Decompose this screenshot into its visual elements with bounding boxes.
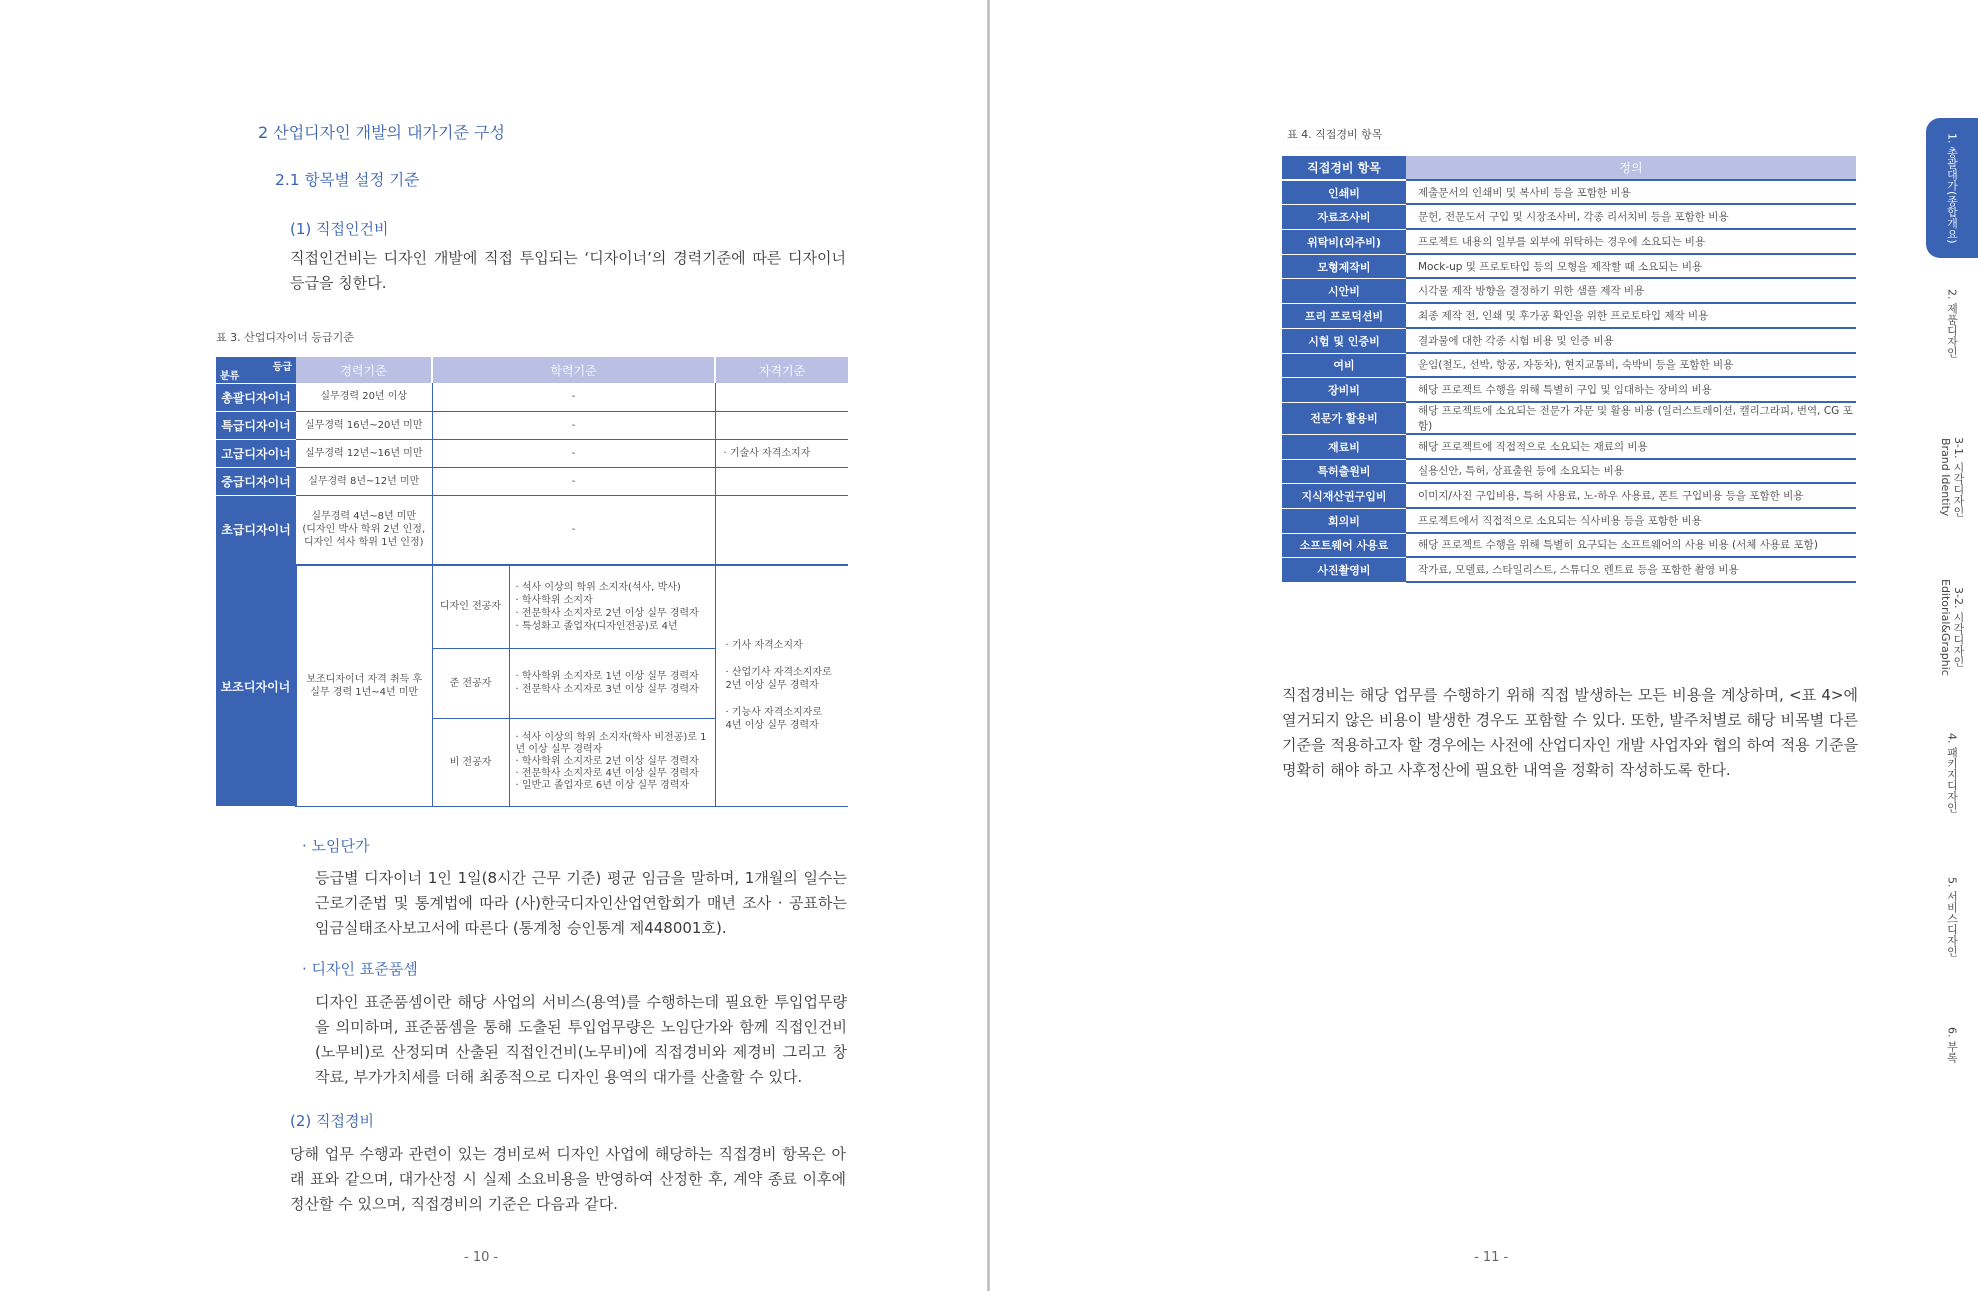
chapter-tab-label: 1. 총괄대가(종합개요) bbox=[1945, 132, 1959, 244]
expense-definition: 시각물 제작 방향을 결정하기 위한 샘플 제작 비용 bbox=[1406, 279, 1856, 304]
requirement-line: · 특성화고 졸업자(디자인전공)로 4년 bbox=[515, 620, 678, 632]
chapter-tab[interactable] bbox=[1926, 990, 1978, 1100]
assistant-qualification-cell bbox=[715, 565, 848, 806]
expense-definition: 작가료, 모델료, 스타일리스트, 스튜디오 렌트료 등을 포함한 촬영 비용 bbox=[1406, 558, 1856, 583]
grade-label: 총괄디자이너 bbox=[216, 383, 296, 411]
requirement-line: · 학사학위 소지자로 1년 이상 실무 경력자 bbox=[515, 671, 699, 682]
expense-item: 장비비 bbox=[1282, 378, 1406, 403]
requirement-line: · 전문학사 소지자로 4년 이상 실무 경력자 bbox=[515, 768, 699, 779]
table4-header-item: 직접경비 항목 bbox=[1282, 156, 1406, 181]
expense-definition: 해당 프로젝트 수행을 위해 특별히 구입 및 임대하는 장비의 비용 bbox=[1406, 378, 1856, 403]
major-label: 준 전공자 bbox=[432, 648, 509, 718]
direct-expense-table bbox=[1282, 156, 1856, 583]
requirement-line: · 전문학사 소지자로 2년 이상 실무 경력자 bbox=[515, 607, 699, 619]
grade-label: 보조디자이너 bbox=[216, 565, 296, 806]
table4-body bbox=[1282, 181, 1856, 583]
chapter-tab-label: 2. 제품디자인 bbox=[1945, 288, 1959, 358]
expense-definition: 해당 프로젝트 수행을 위해 특별히 요구되는 소프트웨어의 사용 비용 (서체 사용료 포함) bbox=[1406, 534, 1856, 559]
education-cell: - bbox=[432, 439, 715, 467]
qualification-cell bbox=[715, 383, 848, 411]
table-row bbox=[1282, 403, 1856, 435]
expense-item: 모형제작비 bbox=[1282, 255, 1406, 280]
table-row bbox=[1282, 460, 1856, 485]
expense-definition: 실용신안, 특허, 상표출원 등에 소요되는 비용 bbox=[1406, 460, 1856, 485]
chapter-tab[interactable] bbox=[1926, 708, 1978, 838]
career-cell: 실무경력 8년~12년 미만 bbox=[296, 467, 432, 495]
expense-item: 지식재산권구입비 bbox=[1282, 484, 1406, 509]
expense-definition: 문헌, 전문도서 구입 및 시장조사비, 각종 리서치비 등을 포함한 비용 bbox=[1406, 205, 1856, 230]
expense-definition: 해당 프로젝트에 직접적으로 소요되는 재료의 비용 bbox=[1406, 435, 1856, 460]
major-label: 비 전공자 bbox=[432, 718, 509, 806]
item1-text: 직접인건비는 디자인 개발에 직접 투입되는 ‘디자이너’의 경력기준에 따른 디자이너 등급을 칭한다. bbox=[290, 249, 846, 292]
table4-caption: 표 4. 직접경비 항목 bbox=[1287, 128, 1383, 141]
qualification-cell bbox=[715, 495, 848, 565]
grade-label: 고급디자이너 bbox=[216, 439, 296, 467]
table-row bbox=[1282, 255, 1856, 280]
table3-header-education: 학력기준 bbox=[432, 357, 715, 383]
major-label: 디자인 전공자 bbox=[432, 565, 509, 648]
expense-item: 특허출원비 bbox=[1282, 460, 1406, 485]
table-row bbox=[1282, 329, 1856, 354]
table-row bbox=[216, 467, 848, 495]
chapter-tab-label: 4. 패키지디자인 bbox=[1945, 733, 1959, 813]
table-row bbox=[1282, 435, 1856, 460]
requirement-line: · 일반고 졸업자로 6년 이상 실무 경력자 bbox=[515, 780, 690, 791]
expense-definition: 결과물에 대한 각종 시험 비용 및 인증 비용 bbox=[1406, 329, 1856, 354]
table-row bbox=[1282, 378, 1856, 403]
chapter-tab-label: 6. 부록 bbox=[1945, 1027, 1959, 1063]
chapter-tab[interactable] bbox=[1926, 852, 1978, 982]
qualification-line: · 기능사 자격소지자로 4년 이상 실무 경력자 bbox=[725, 707, 822, 732]
table-row bbox=[1282, 230, 1856, 255]
expense-item: 자료조사비 bbox=[1282, 205, 1406, 230]
bullet1-text: 등급별 디자이너 1인 1일(8시간 근무 기준) 평균 임금을 말하며, 1개월의 일수는 근로기준법 및 통계법에 따라 (사)한국디자인산업연합회가 매년 조사 · 공표하는 임금실태조사보고서에 따른다 (통계청 승인통계 제448001호). bbox=[315, 869, 847, 937]
chapter-tab[interactable] bbox=[1926, 562, 1978, 692]
grade-label: 초급디자이너 bbox=[216, 495, 296, 565]
education-cell: - bbox=[432, 467, 715, 495]
expense-definition: Mock-up 및 프로토타입 등의 모형을 제작할 때 소요되는 비용 bbox=[1406, 255, 1856, 280]
table-row bbox=[1282, 354, 1856, 379]
table-row bbox=[216, 439, 848, 467]
requirement-line: · 전문학사 소지자로 3년 이상 실무 경력자 bbox=[515, 684, 699, 695]
bullet1-title: · 노임단가 bbox=[302, 837, 370, 855]
expense-item: 프리 프로덕션비 bbox=[1282, 304, 1406, 329]
table3-header-career: 경력기준 bbox=[296, 357, 432, 383]
table-row bbox=[1282, 558, 1856, 583]
requirement-line: · 학사학위 소지자 bbox=[515, 594, 593, 606]
qualification-line: · 산업기사 자격소지자로 2년 이상 실무 경력자 bbox=[725, 667, 832, 692]
table3-corner-cell bbox=[216, 357, 296, 383]
major-requirements bbox=[509, 718, 715, 806]
expense-item: 여비 bbox=[1282, 354, 1406, 379]
qualification-line: · 기사 자격소지자 bbox=[725, 640, 803, 652]
left-page bbox=[0, 0, 988, 1291]
expense-definition: 최종 제작 전, 인쇄 및 후가공 확인을 위한 프로토타입 제작 비용 bbox=[1406, 304, 1856, 329]
corner-bottom-label: 분류 bbox=[220, 370, 240, 382]
table-row bbox=[216, 383, 848, 411]
career-cell: 실무경력 4년~8년 미만 (디자인 박사 학위 2년 인정, 디자인 석사 학위 1년 인정) bbox=[296, 495, 432, 565]
subsection-title: 2.1 항목별 설정 기준 bbox=[275, 171, 420, 189]
designer-grade-table bbox=[216, 357, 848, 807]
expense-definition: 해당 프로젝트에 소요되는 전문가 자문 및 활용 비용 (일러스트레이션, 캘리그라피, 번역, CG 포함) bbox=[1406, 403, 1856, 435]
table-row bbox=[216, 495, 848, 565]
body-text: 직접경비는 해당 업무를 수행하기 위해 직접 발생하는 모든 비용을 계상하며, <표 4>에 열거되지 않은 비용이 발생한 경우도 포함할 수 있다. 또한, 발주처별로 해당 비목별 다른 기준을 적용하고자 할 경우에는 사전에 산업디자인 개발 사업자와 협의 하여 적용 기준을 명확히 해야 하고 사후정산에 필요한 내역을 정확히 작성하도록 한다. bbox=[1282, 686, 1858, 779]
bullet2-text: 디자인 표준품셈이란 해당 사업의 서비스(용역)를 수행하는데 필요한 투입업무량을 의미하며, 표준품셈을 통해 도출된 투입업무량은 노임단가와 함께 직접인건비(노무비)로 산정되며 산출된 직접인건비(노무비)에 직접경비와 제경비 그리고 창작료, 부가가치세를 더해 최종적으로 디자인 용역의 대가를 산출할 수 있다. bbox=[315, 993, 847, 1086]
major-requirements bbox=[509, 565, 715, 648]
qualification-cell bbox=[715, 411, 848, 439]
expense-definition: 이미지/사진 구입비용, 특허 사용료, 노-하우 사용료, 폰트 구입비용 등을 포함한 비용 bbox=[1406, 484, 1856, 509]
education-cell: - bbox=[432, 383, 715, 411]
expense-definition: 프로젝트에서 직접적으로 소요되는 식사비용 등을 포함한 비용 bbox=[1406, 509, 1856, 534]
chapter-tab-label: 3-2. 시각디자인 Editorial&Graphic bbox=[1939, 578, 1965, 676]
requirement-line: · 석사 이상의 학위 소지자(학사 비전공)로 1년 이상 실무 경력자 bbox=[515, 732, 707, 755]
grade-label: 중급디자이너 bbox=[216, 467, 296, 495]
page-number-right: - 11 - bbox=[1474, 1250, 1509, 1265]
career-cell: 실무경력 16년~20년 미만 bbox=[296, 411, 432, 439]
item2-title: (2) 직접경비 bbox=[290, 1112, 374, 1130]
expense-definition: 제출문서의 인쇄비 및 복사비 등을 포함한 비용 bbox=[1406, 181, 1856, 206]
career-cell: 실무경력 20년 이상 bbox=[296, 383, 432, 411]
qualification-cell bbox=[715, 467, 848, 495]
expense-item: 위탁비(외주비) bbox=[1282, 230, 1406, 255]
corner-top-label: 등급 bbox=[272, 362, 292, 373]
grade-label: 특급디자이너 bbox=[216, 411, 296, 439]
major-requirements bbox=[509, 648, 715, 718]
table-row bbox=[1282, 279, 1856, 304]
expense-definition: 운임(철도, 선박, 항공, 자동차), 현지교통비, 숙박비 등을 포함한 비용 bbox=[1406, 354, 1856, 379]
chapter-tab[interactable] bbox=[1926, 118, 1978, 258]
expense-item: 사진촬영비 bbox=[1282, 558, 1406, 583]
chapter-tab[interactable] bbox=[1926, 412, 1978, 542]
page-number-left: - 10 - bbox=[464, 1250, 499, 1265]
right-page bbox=[990, 0, 1978, 1291]
expense-item: 회의비 bbox=[1282, 509, 1406, 534]
table4-header-definition: 정의 bbox=[1406, 156, 1856, 181]
table-row bbox=[216, 565, 848, 648]
item1-title: (1) 직접인건비 bbox=[290, 220, 389, 238]
table-row bbox=[1282, 484, 1856, 509]
requirement-line: · 학사학위 소지자로 2년 이상 실무 경력자 bbox=[515, 756, 699, 767]
table-row bbox=[1282, 205, 1856, 230]
table-row bbox=[1282, 181, 1856, 206]
table3-header-qualification: 자격기준 bbox=[715, 357, 848, 383]
bullet2-title: · 디자인 표준품셈 bbox=[302, 960, 418, 978]
career-cell: 실무경력 12년~16년 미만 bbox=[296, 439, 432, 467]
table-row bbox=[1282, 304, 1856, 329]
item2-text: 당해 업무 수행과 관련이 있는 경비로써 디자인 사업에 해당하는 직접경비 항목은 아래 표와 같으며, 대가산정 시 실제 소요비용을 반영하여 산정한 후, 계약 종료 이후에 정산할 수 있으며, 직접경비의 기준은 다음과 같다. bbox=[290, 1145, 846, 1213]
education-cell: - bbox=[432, 495, 715, 565]
education-cell: - bbox=[432, 411, 715, 439]
table-row bbox=[1282, 509, 1856, 534]
career-cell: 보조디자이너 자격 취득 후 실무 경력 1년~4년 미만 bbox=[296, 565, 432, 806]
chapter-tab-label: 5. 서비스디자인 bbox=[1945, 877, 1959, 957]
expense-item: 시안비 bbox=[1282, 279, 1406, 304]
chapter-tab-label: 3-1. 시각디자인 Brand Identity bbox=[1939, 437, 1965, 517]
expense-item: 시험 및 인증비 bbox=[1282, 329, 1406, 354]
expense-item: 전문가 활용비 bbox=[1282, 403, 1406, 435]
table3-caption: 표 3. 산업디자이너 등급기준 bbox=[216, 331, 354, 344]
expense-item: 소프트웨어 사용료 bbox=[1282, 534, 1406, 559]
section-title: 2 산업디자인 개발의 대가기준 구성 bbox=[258, 123, 505, 142]
requirement-line: · 석사 이상의 학위 소지자(석사, 박사) bbox=[515, 581, 681, 593]
table-row bbox=[1282, 534, 1856, 559]
chapter-tab[interactable] bbox=[1926, 258, 1978, 388]
table-row bbox=[216, 411, 848, 439]
expense-item: 재료비 bbox=[1282, 435, 1406, 460]
expense-item: 인쇄비 bbox=[1282, 181, 1406, 206]
expense-definition: 프로젝트 내용의 일부를 외부에 위탁하는 경우에 소요되는 비용 bbox=[1406, 230, 1856, 255]
qualification-cell: · 기술사 자격소지자 bbox=[715, 439, 848, 467]
